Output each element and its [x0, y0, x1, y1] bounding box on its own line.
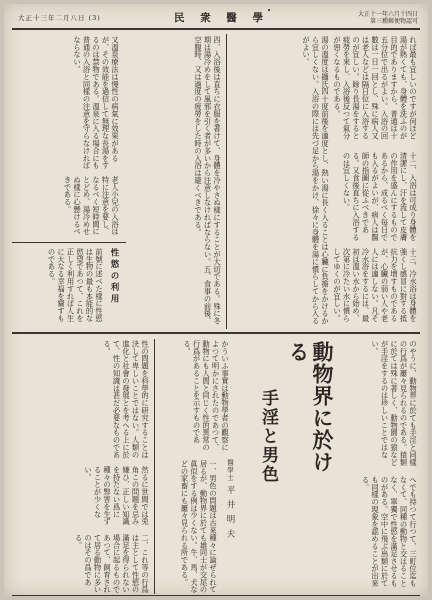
bottom-rule [12, 595, 420, 596]
byline-author: 平井明夫 [225, 485, 235, 544]
header-rule [12, 28, 420, 30]
top-text-block-7: 老人小兒の入浴は特に注意を要し、なるべく短時間にとどめ、湯冷めせぬ樣に心懸けるべきである。 [63, 176, 120, 236]
top-text-block-3: 十三、冷水浴は身體を強くし感冒に對する抵抗力を增すものであるが、心臟の弱い人や老人には適しない。凡そ冷水浴をするには、最初は溫い水から始め、次第に冷たい水に慣らしてゆくのが宜しい。 [333, 248, 418, 322]
byline-prefix: 醫學士 [226, 459, 234, 482]
section-title-sexual-desire: 性慾の利用 [109, 248, 119, 306]
article-byline [224, 459, 236, 599]
issue-date: 大正十三年二月八日 (3) [18, 14, 101, 22]
mid-left-rule [12, 242, 126, 243]
permit-line-2: 第三種郵便物認可 [369, 18, 418, 25]
permit-info [358, 11, 418, 25]
article-body-5: 二、これ等の行爲は主として性慾の滿足を得られない場合に起るものであつて、飼育されて居る動物に多いのはその爲である。 [74, 534, 150, 594]
top-text-block-6: 又溫泉療法は慢性の病氣に效果があるが、その效能を過信して無理な長湯をするのは禁物である。溫泉に入る場合にも普通の入浴と同樣の注意を守らなければならない。 [73, 36, 120, 170]
article-body-4: 一、男色の問題は古來種々に論ぜられて居るが、動物界に於ても雄同士が交尾の眞似をする例は少くない。牛、馬、犬などの家畜にも屢々見られる所である。 [180, 460, 218, 594]
top-text-block-1: れば最も宜しいのですが何ほど湯が熱くても、身體を洗ふのが目的でありますから、普通は十五分位で出るがよい。入浴の回數は一日一回とし、殊に病人又は老人などは隔日位に入浴するのが宜しい。餘り長湯をすると疲勞を來し、入浴後反つて氣分が惡くなるものである。 [333, 36, 418, 140]
article-body-1: のやうに、動物界に於ても手淫と同樣の行爲が屢々見られるのである。猿類に於ては殊に著しく、動物園の猿などが手淫をするのは珍しいことではない。 [371, 340, 418, 466]
column-divider-2 [154, 339, 155, 594]
article-title-sub: 手淫と男色 [258, 389, 278, 484]
masthead-title: 民 衆 醫 學 [174, 12, 269, 24]
section-rule [12, 332, 420, 334]
bottom-left-text-1: 性の問題を科學的に研究することは決して卑しいことではない。人類の進化と社會の發展とを考へる上に於て、性の知識は甚だ必要なものである。 [103, 340, 150, 459]
article-body-2: へでも持つて行つて、三町位迄もなくて、同種の動物と交はることなく、單獨で性慾を滿足させるものがある。空中に飛ぶ鳥類に於ても同樣の現象を認めることが出來る。 [361, 476, 418, 587]
article-title-main: 動物界に於ける [286, 341, 335, 473]
bottom-left-intro: 前號に述べた樣に性慾は生物の最も本能的な慾望であつて、これを正しく利用すれば人生に大なる幸福を齎すものである。 [47, 248, 104, 322]
newspaper-page [4, 4, 428, 596]
permit-line-1: 大正十一年六月十四日 [357, 11, 418, 18]
masthead-dot: • [267, 7, 272, 15]
bottom-left-text-2: 然るに世間では兎角この問題を忌み嫌ひ、正しい知識を持たない爲に種々の弊害を生ずることが少くない。 [84, 466, 150, 526]
article-body-3: かういふ事實は動物學者の觀察によつて明かにされたのであつて、動物にも人間と同じく性的異常の行爲があることを示すものである。 [183, 340, 230, 451]
column-divider-1 [226, 34, 227, 329]
top-text-block-5: 四、入浴後は直ちに衣服を著けて、身體を冷やさぬ樣にすることが大切である。殊に冬期は湯冷めをして風邪を引く者が多いから注意しなければならない。五、食事の前後、空腹時、又は過度の疲勞をした時の入浴は避くべきである。 [194, 36, 222, 325]
top-text-block-2: 十二、入浴は可成り身體を清潔にし、汗を流して皮膚の作用を盛んにするものであるから、成るべく毎日でも入るがよいが、病人は醫師の指圖に從ふべきである。又食後直ちに入浴するのは宜しくない。 [342, 152, 418, 241]
top-text-block-4: 湯の溫度は攝氏四十度前後を適度とし、熱い湯に長く入ることは心臟に負擔をかけるから宜しくない。入浴の際には先づ足から湯をかけ、徐々に身體を湯に慣らしてから入るがよい。 [302, 36, 330, 325]
